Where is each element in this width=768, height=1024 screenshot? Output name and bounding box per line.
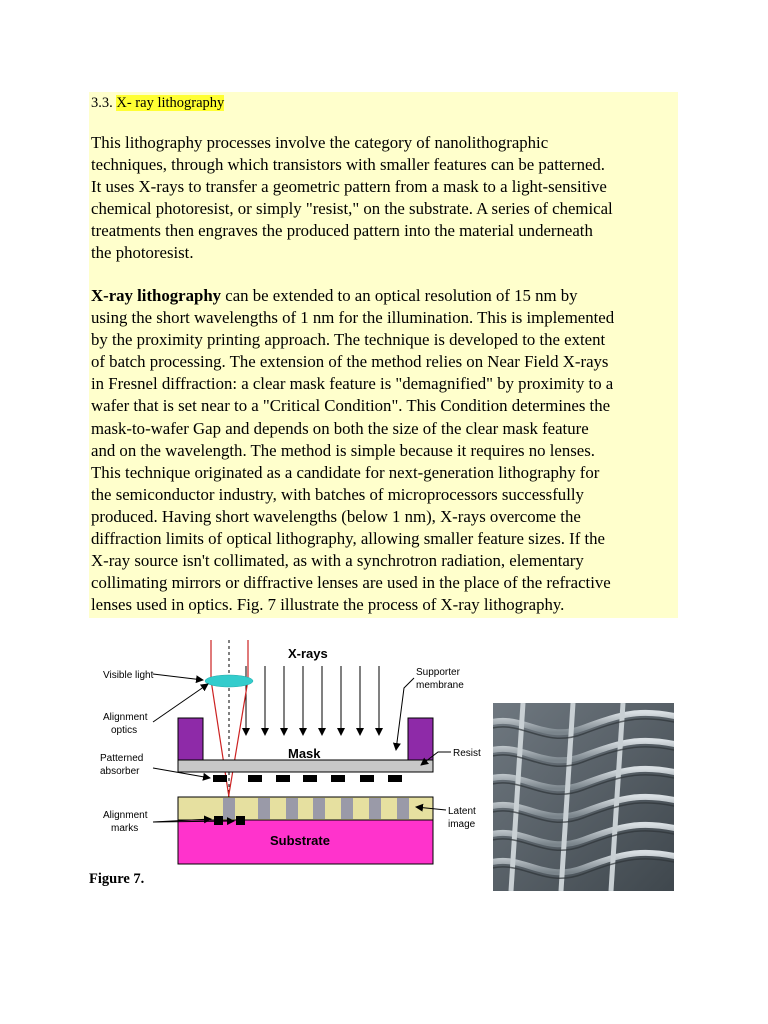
substrate-label: Substrate xyxy=(270,833,330,848)
xray-lithography-diagram xyxy=(98,640,498,870)
section-heading xyxy=(91,94,224,112)
visible-light-label: Visible light xyxy=(103,670,154,681)
latent-image-label-1: Latent xyxy=(448,806,476,817)
sem-micrograph xyxy=(493,703,674,891)
paragraph-line: the photoresist. xyxy=(91,243,194,263)
paragraph-line: mask-to-wafer Gap and depends on both the size of the clear mask feature xyxy=(91,418,589,438)
paragraph-line: X-ray source isn't collimated, as with a synchrotron radiation, elementary xyxy=(91,551,584,571)
paragraph-line: using the short wavelengths of 1 nm for the illumination. This is implemented xyxy=(91,308,615,328)
latent-image-label-2: image xyxy=(448,819,476,830)
supporter-membrane-label-2: membrane xyxy=(416,680,464,691)
paragraph-line: the semiconductor industry, with batches of microprocessors successfully xyxy=(91,484,584,504)
mask-plate xyxy=(178,760,433,772)
alignment-lens xyxy=(205,675,253,687)
section-number: 3.3. xyxy=(91,95,113,111)
alignment-optics-label-2: optics xyxy=(111,725,138,736)
resist-label: Resist xyxy=(453,748,481,759)
supporter-membrane-label-1: Supporter xyxy=(416,667,460,678)
alignment-mark xyxy=(236,816,245,825)
text-block xyxy=(89,92,678,618)
paragraph-2 xyxy=(91,285,687,616)
patterned-absorber xyxy=(213,775,402,782)
section-title: X- ray lithography xyxy=(116,95,225,111)
mask-label: Mask xyxy=(288,746,321,761)
bold-lead: X-ray lithography xyxy=(91,286,222,305)
paragraph-line: techniques, through which transistors with smaller features can be patterned. xyxy=(91,155,605,175)
alignment-marks-label-2: marks xyxy=(111,823,139,834)
paragraph-line: chemical photoresist, or simply "resist," on the substrate. A series of chemical xyxy=(91,199,613,219)
paragraph-line: by the proximity printing approach. The technique is developed to the extent xyxy=(91,330,606,350)
first-line-rest: can be extended to an optical resolution of 15 nm by xyxy=(221,286,578,305)
xrays-label: X-rays xyxy=(288,646,328,661)
paragraph-line: of batch processing. The extension of the method relies on Near Field X-rays xyxy=(91,352,609,372)
paragraph-line: It uses X-rays to transfer a geometric pattern from a mask to a light-sensitive xyxy=(91,177,607,197)
paragraph-line: in Fresnel diffraction: a clear mask feature is "demagnified" by proximity to a xyxy=(91,374,614,394)
paragraph-line: This lithography processes involve the category of nanolithographic xyxy=(91,133,549,152)
paragraph-line: This technique originated as a candidate for next-generation lithography for xyxy=(91,462,600,482)
paragraph-line: diffraction limits of optical lithography, allowing smaller feature sizes. If the xyxy=(91,529,606,549)
paragraph-line: produced. Having short wavelengths (below 1 nm), X-rays overcome the xyxy=(91,506,581,526)
patterned-absorber-label-1: Patterned xyxy=(100,753,144,764)
alignment-optics-label-1: Alignment xyxy=(103,712,148,723)
alignment-marks-label-1: Alignment xyxy=(103,810,148,821)
xray-arrows xyxy=(246,666,379,735)
paragraph-line: wafer that is set near to a "Critical Condition". This Condition determines the xyxy=(91,396,611,416)
mask-frame-left xyxy=(178,718,203,760)
patterned-absorber-label-2: absorber xyxy=(100,766,140,777)
paragraph-line: collimating mirrors or diffractive lenses are used in the place of the refractive xyxy=(91,573,611,593)
paragraph-1 xyxy=(91,132,687,265)
paragraph-line: lenses used in optics. Fig. 7 illustrate the process of X-ray lithography. xyxy=(91,595,565,615)
alignment-mark xyxy=(214,816,223,825)
figure-caption: Figure 7. xyxy=(89,871,145,887)
paragraph-line xyxy=(91,285,687,307)
mask-frame-right xyxy=(408,718,433,760)
paragraph-line: and on the wavelength. The method is simple because it requires no lenses. xyxy=(91,440,595,460)
paragraph-line: treatments then engraves the produced pattern into the material underneath xyxy=(91,221,593,241)
